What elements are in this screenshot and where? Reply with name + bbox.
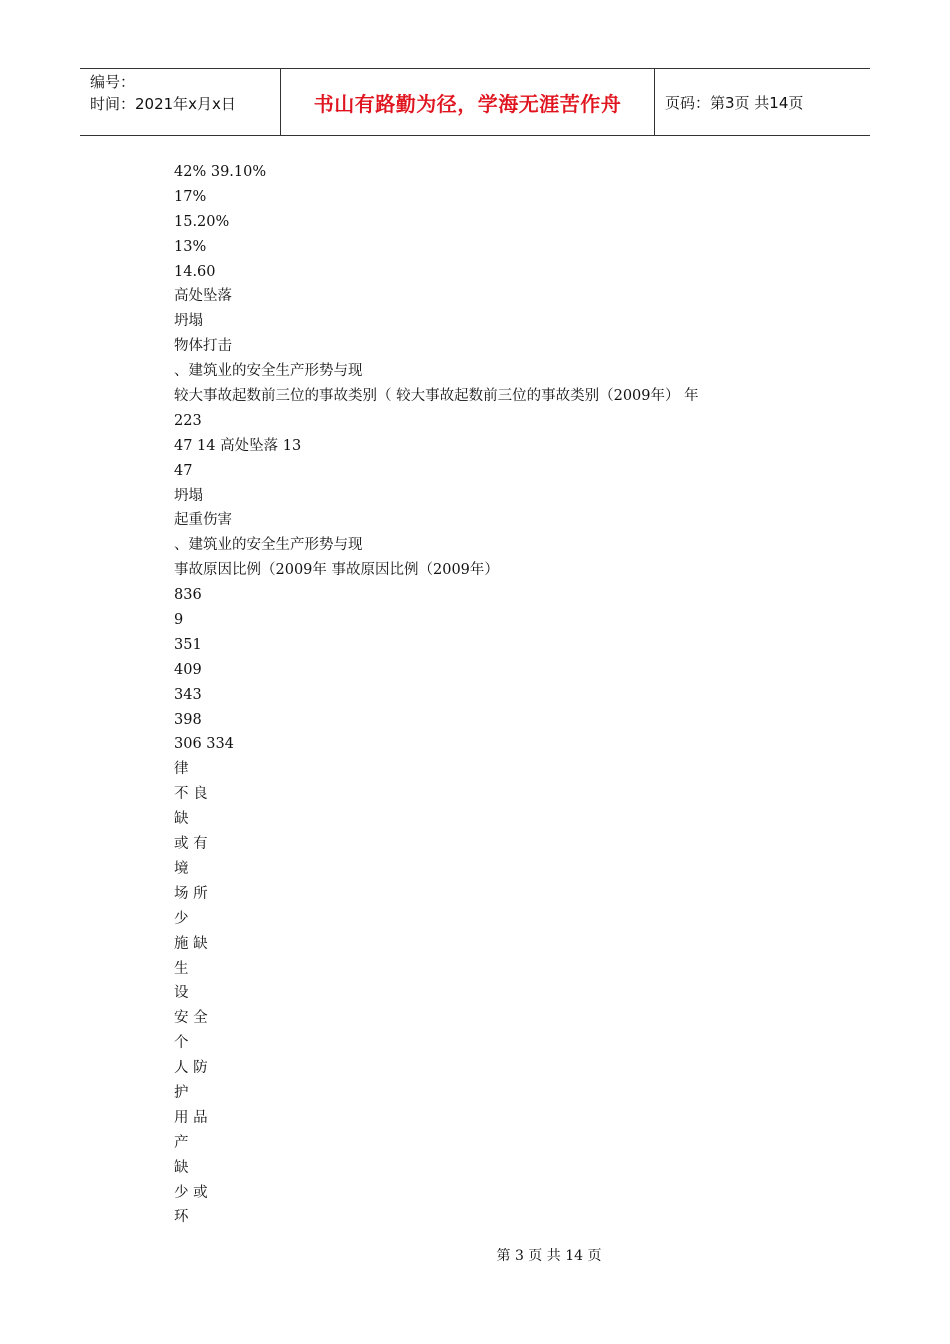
text-line: 人 防 [174, 1060, 208, 1077]
text-line: 409 [174, 661, 202, 678]
page-footer: 第 3 页 共 14 页 [496, 1248, 602, 1264]
text-line: 场 所 [174, 885, 208, 902]
text-line: 少 [174, 910, 189, 927]
text-line: 生 [174, 960, 189, 977]
text-line: 或 有 [174, 836, 208, 853]
text-line: 缺 [174, 811, 189, 828]
text-line: 坍塌 [174, 487, 203, 504]
text-line: 47 [174, 462, 193, 479]
text-line: 坍塌 [174, 313, 203, 330]
text-line: 律 [174, 761, 189, 778]
header-motto: 书山有路勤为径，学海无涯苦作舟 [281, 69, 655, 135]
text-line: 少 或 [174, 1184, 208, 1201]
document-date-label: 时间：2021年x月x日 [90, 95, 236, 113]
text-line: 较大事故起数前三位的事故类别（ 较大事故起数前三位的事故类别（2009年） 年 [174, 388, 699, 405]
text-line: 351 [174, 636, 202, 653]
text-line: 事故原因比例（2009年 事故原因比例（2009年） [174, 562, 499, 579]
text-line: 起重伤害 [174, 512, 232, 529]
text-line: 不 良 [174, 786, 208, 803]
text-line: 、建筑业的安全生产形势与现 [174, 363, 363, 380]
text-line: 个 [174, 1035, 189, 1052]
text-line: 13% [174, 238, 207, 255]
text-line: 安 全 [174, 1010, 208, 1027]
text-line: 环 [174, 1209, 189, 1226]
text-line: 42% 39.10% [174, 164, 267, 180]
document-number-label: 编号： [90, 73, 136, 91]
text-line: 物体打击 [174, 338, 232, 355]
text-line: 用 品 [174, 1109, 208, 1126]
text-line: 14.60 [174, 263, 216, 280]
document-body [174, 160, 814, 1230]
header-page-label: 页码：第3页 共14页 [665, 93, 804, 112]
text-line: 高处坠落 [174, 288, 232, 305]
text-line: 9 [174, 612, 184, 629]
text-line: 缺 [174, 1159, 189, 1176]
text-line: 47 14 高处坠落 13 [174, 437, 302, 454]
text-line: 15.20% [174, 213, 230, 230]
text-line: 境 [174, 860, 189, 877]
text-line: 施 缺 [174, 935, 208, 952]
text-line: 306 334 [174, 736, 234, 753]
text-line: 398 [174, 711, 202, 728]
text-line: 223 [174, 412, 202, 429]
document-header [80, 68, 870, 136]
text-line: 、建筑业的安全生产形势与现 [174, 537, 363, 554]
text-line: 设 [174, 985, 189, 1002]
text-line: 17% [174, 188, 207, 205]
text-line: 产 [174, 1134, 189, 1151]
text-line: 836 [174, 587, 202, 604]
text-line: 护 [174, 1084, 189, 1101]
header-meta [80, 69, 281, 135]
text-line: 343 [174, 686, 202, 703]
